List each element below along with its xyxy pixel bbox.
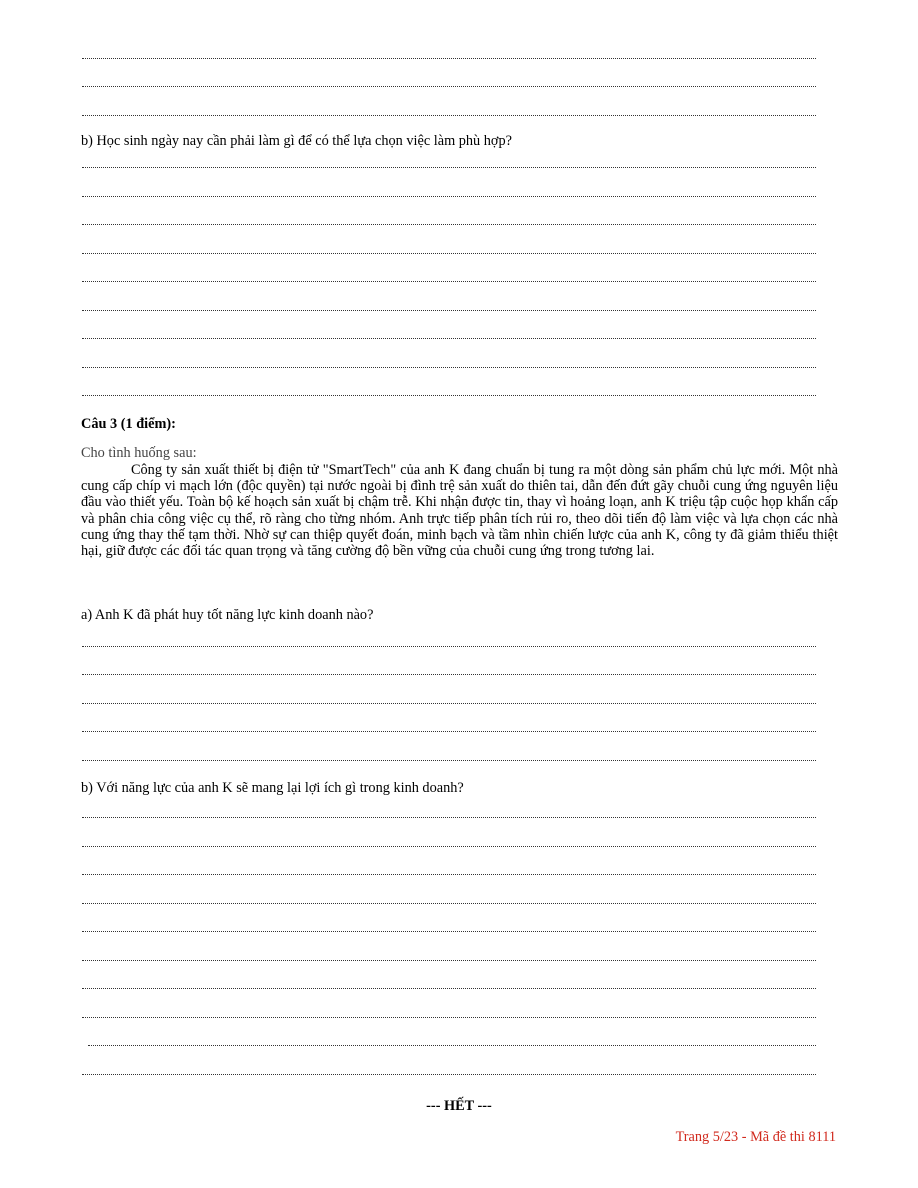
answer-line	[82, 326, 816, 339]
answer-line	[82, 662, 816, 675]
question-3b: b) Với năng lực của anh K sẽ mang lại lợi ích gì trong kinh doanh?	[81, 780, 464, 796]
question-3-heading: Câu 3 (1 điểm):	[81, 416, 176, 432]
answer-line	[88, 1033, 816, 1046]
page-footer: Trang 5/23 - Mã đề thi 8111	[675, 1129, 836, 1145]
answer-line	[82, 976, 816, 989]
answer-line	[82, 1005, 816, 1018]
answer-line	[82, 691, 816, 704]
scenario-intro: Cho tình huống sau:	[81, 445, 197, 461]
answer-line	[82, 46, 816, 59]
answer-line	[82, 74, 816, 87]
scenario-text	[81, 462, 838, 559]
answer-line	[82, 919, 816, 932]
answer-line	[82, 155, 816, 168]
answer-line	[82, 891, 816, 904]
answer-line	[82, 269, 816, 282]
answer-line	[82, 805, 816, 818]
question-2b: b) Học sinh ngày nay cần phải làm gì để có thể lựa chọn việc làm phù hợp?	[81, 133, 512, 149]
scenario-body: Công ty sản xuất thiết bị điện tử "SmartTech" của anh K đang chuẩn bị tung ra một dòng sản phẩm chủ lực mới. Một nhà cung cấp chíp vi mạch lớn (độc quyền) tại nước ngoài bị đình trệ sản xuất do thiên tai, dẫn đến đứt gãy chuỗi cung ứng nguyên liệu đầu vào thiết yếu. Toàn bộ kế hoạch sản xuất bị chậm trễ. Khi nhận được tin, thay vì hoảng loạn, anh K triệu tập cuộc họp khẩn cấp và phân chia công việc cụ thể, rõ ràng cho từng nhóm. Anh trực tiếp phân tích rủi ro, theo dõi tiến độ làm việc và lựa chọn các nhà cung ứng thay thế tạm thời. Nhờ sự can thiệp quyết đoán, minh bạch và tầm nhìn chiến lược của anh K, công ty đã giảm thiểu thiệt hại, giữ được các đối tác quan trọng và tăng cường độ bền vững của chuỗi cung ứng trong tương lai.	[81, 462, 838, 560]
answer-line	[82, 748, 816, 761]
answer-line	[82, 355, 816, 368]
answer-line	[82, 241, 816, 254]
answer-line	[82, 634, 816, 647]
answer-line	[82, 298, 816, 311]
answer-line	[82, 383, 816, 396]
question-3a: a) Anh K đã phát huy tốt năng lực kinh doanh nào?	[81, 607, 374, 623]
answer-line	[82, 103, 816, 116]
answer-line	[82, 1062, 816, 1075]
answer-line	[82, 212, 816, 225]
answer-line	[82, 719, 816, 732]
answer-line	[82, 834, 816, 847]
answer-line	[82, 948, 816, 961]
answer-line	[82, 184, 816, 197]
answer-line	[82, 862, 816, 875]
end-mark: --- HẾT ---	[426, 1098, 492, 1114]
